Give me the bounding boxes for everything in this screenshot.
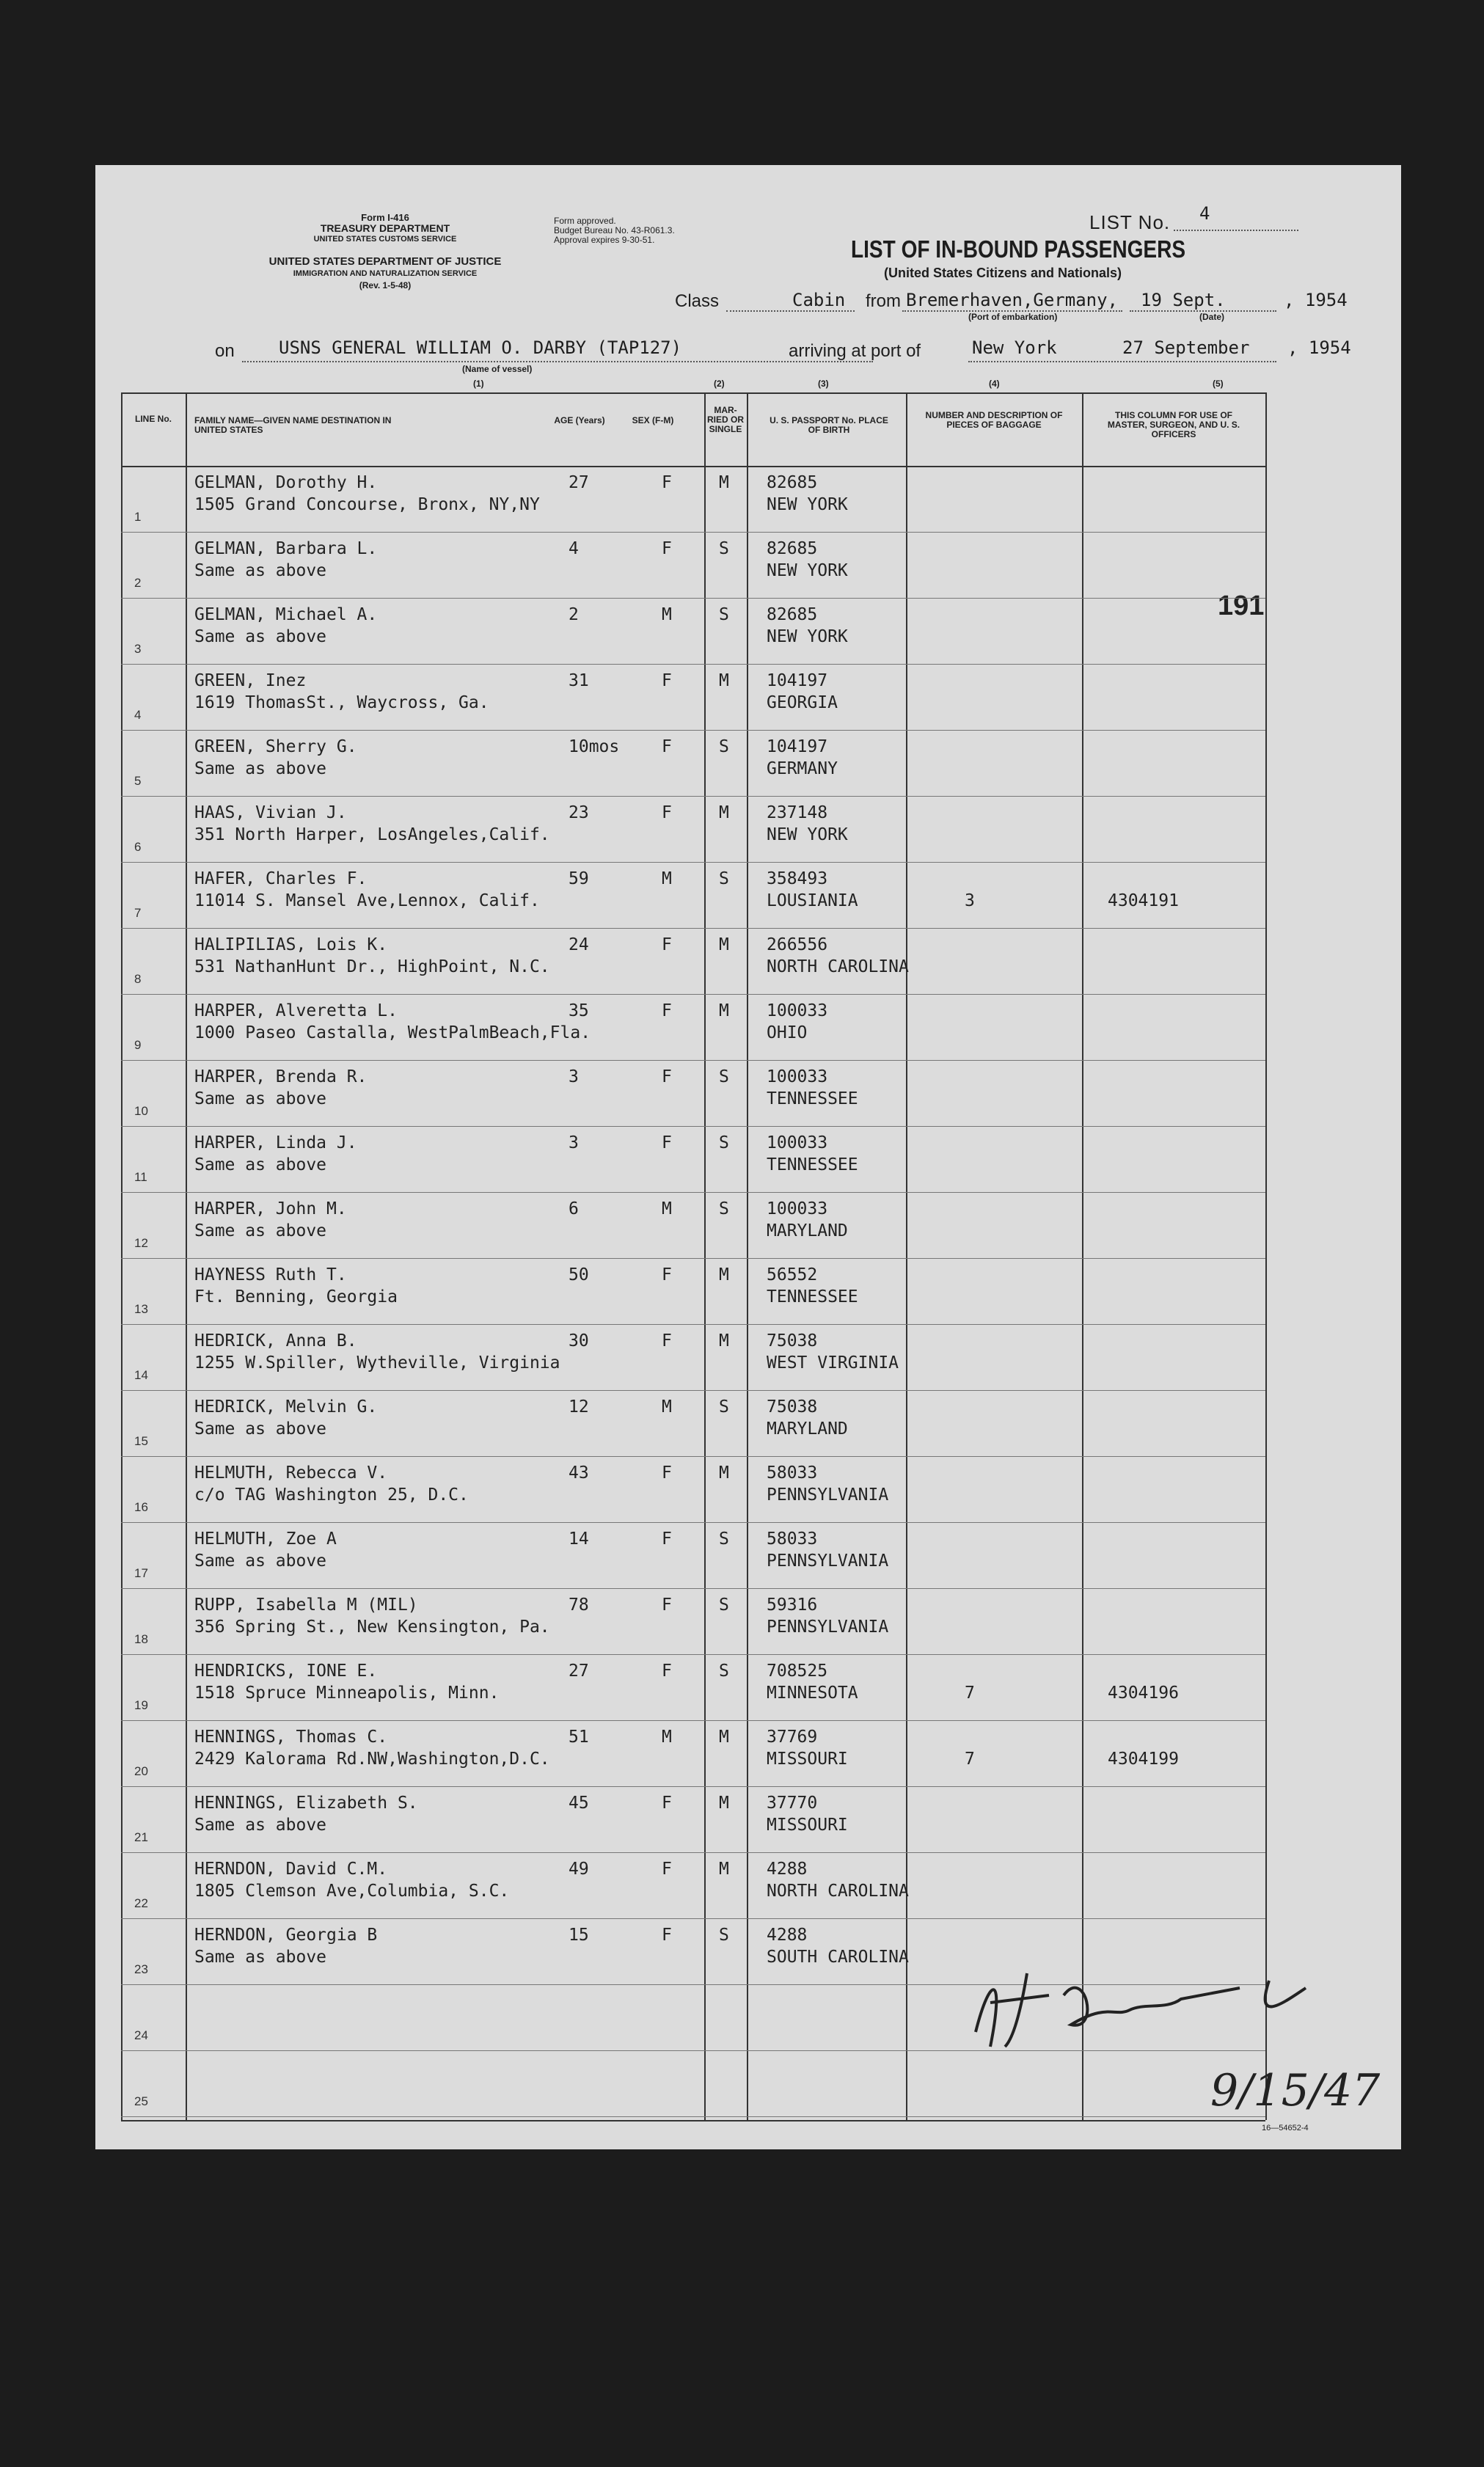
col-number: (2)	[714, 379, 725, 389]
marital-status: M	[719, 1794, 729, 1813]
table-row	[121, 532, 1265, 598]
passenger-name: GREEN, Sherry G.	[194, 737, 357, 756]
officer-note: 4304191	[1108, 891, 1179, 910]
passport-number: 266556	[767, 935, 828, 954]
table-row	[121, 1060, 1265, 1126]
officer-note: 4304196	[1108, 1684, 1179, 1703]
col-header-baggage: NUMBER AND DESCRIPTION OF PIECES OF BAGGAGE	[925, 410, 1063, 430]
age: 27	[569, 473, 589, 492]
sex: F	[662, 935, 672, 954]
sex: F	[662, 1001, 672, 1020]
passport-number: 75038	[767, 1397, 818, 1417]
place-of-birth: WEST VIRGINIA	[767, 1353, 899, 1373]
place-of-birth: OHIO	[767, 1023, 808, 1042]
table-row	[121, 1720, 1265, 1786]
marital-status: M	[719, 1331, 729, 1351]
line-number: 20	[134, 1764, 148, 1778]
line-number: 4	[134, 708, 142, 722]
stamp-number: 191	[1218, 591, 1265, 621]
destination: 1000 Paseo Castalla, WestPalmBeach,Fla.	[194, 1023, 591, 1042]
passport-number: 75038	[767, 1331, 818, 1351]
passport-number: 100033	[767, 1133, 828, 1152]
passport-number: 82685	[767, 539, 818, 558]
passenger-name: HENDRICKS, IONE E.	[194, 1662, 378, 1681]
line-number: 10	[134, 1104, 148, 1118]
line-number: 6	[134, 840, 142, 854]
table-row	[121, 1852, 1265, 1918]
table-row	[121, 1258, 1265, 1324]
passenger-name: HELMUTH, Rebecca V.	[194, 1463, 388, 1483]
sex: F	[662, 1067, 672, 1086]
age: 23	[569, 803, 589, 822]
line-number: 25	[134, 2094, 148, 2108]
destination: c/o TAG Washington 25, D.C.	[194, 1485, 469, 1505]
list-label: LIST No.	[1089, 211, 1171, 233]
marital-status: M	[719, 935, 729, 954]
sex: F	[662, 1331, 672, 1351]
arrival-year: , 1954	[1287, 337, 1351, 358]
sex: M	[662, 869, 672, 888]
from-label: from	[866, 291, 901, 311]
table-row	[121, 862, 1265, 928]
sailing-date: 19 Sept.	[1141, 290, 1226, 310]
destination: Same as above	[194, 1552, 327, 1571]
age: 10mos	[569, 737, 620, 756]
table-row	[121, 1324, 1265, 1390]
age: 45	[569, 1794, 589, 1813]
place-of-birth: GERMANY	[767, 759, 838, 778]
vessel-caption: (Name of vessel)	[462, 364, 533, 374]
passenger-name: HEDRICK, Melvin G.	[194, 1397, 378, 1417]
arrival-date: 27 September	[1122, 337, 1250, 358]
sex: F	[662, 1529, 672, 1549]
sex: F	[662, 1463, 672, 1483]
marital-status: S	[719, 869, 729, 888]
on-label: on	[215, 341, 235, 361]
age: 3	[569, 1067, 579, 1086]
passport-number: 58033	[767, 1463, 818, 1483]
marital-status: S	[719, 1926, 729, 1945]
age: 78	[569, 1596, 589, 1615]
destination: Same as above	[194, 1221, 327, 1240]
line-number: 17	[134, 1566, 148, 1580]
customs-service: UNITED STATES CUSTOMS SERVICE	[313, 235, 457, 244]
ins-service: IMMIGRATION AND NATURALIZATION SERVICE	[293, 269, 478, 278]
marital-status: S	[719, 1662, 729, 1681]
line-number: 15	[134, 1434, 148, 1448]
passport-number: 708525	[767, 1662, 828, 1681]
place-of-birth: LOUSIANIA	[767, 891, 858, 910]
sex: F	[662, 1596, 672, 1615]
port-embark-caption: (Port of embarkation)	[968, 312, 1058, 322]
passport-number: 104197	[767, 671, 828, 690]
age: 14	[569, 1529, 589, 1549]
passport-number: 4288	[767, 1926, 808, 1945]
sex: F	[662, 1265, 672, 1284]
line-number: 13	[134, 1302, 148, 1316]
passenger-name: RUPP, Isabella M (MIL)	[194, 1596, 418, 1615]
col-header-name: FAMILY NAME—GIVEN NAME DESTINATION IN UNITED STATES	[194, 415, 392, 435]
passenger-name: HERNDON, Georgia B	[194, 1926, 378, 1945]
place-of-birth: MINNESOTA	[767, 1684, 858, 1703]
place-of-birth: TENNESSEE	[767, 1287, 858, 1306]
sex: F	[662, 1794, 672, 1813]
marital-status: M	[719, 473, 729, 492]
line-number: 12	[134, 1236, 148, 1250]
marital-status: M	[719, 1860, 729, 1879]
table-row	[121, 1192, 1265, 1258]
destination: 1518 Spruce Minneapolis, Minn.	[194, 1684, 500, 1703]
passenger-name: HENNINGS, Elizabeth S.	[194, 1794, 418, 1813]
destination: 1805 Clemson Ave,Columbia, S.C.	[194, 1882, 510, 1901]
list-number: 4	[1199, 203, 1210, 224]
justice-dept: UNITED STATES DEPARTMENT OF JUSTICE	[268, 255, 502, 268]
marital-status: M	[719, 1001, 729, 1020]
col-header-line-no: LINE No.	[135, 414, 172, 424]
marital-status: S	[719, 1596, 729, 1615]
passenger-name: HARPER, Alveretta L.	[194, 1001, 398, 1020]
table-row	[121, 1126, 1265, 1192]
passenger-name: HARPER, John M.	[194, 1199, 347, 1218]
passport-number: 59316	[767, 1596, 818, 1615]
passenger-name: HELMUTH, Zoe A	[194, 1529, 337, 1549]
sex: F	[662, 737, 672, 756]
passenger-name: GREEN, Inez	[194, 671, 307, 690]
sex: M	[662, 1199, 672, 1218]
place-of-birth: MISSOURI	[767, 1816, 848, 1835]
age: 50	[569, 1265, 589, 1284]
sex: M	[662, 1728, 672, 1747]
marital-status: S	[719, 1199, 729, 1218]
approval-line: Approval expires 9-30-51.	[554, 235, 655, 245]
footer-code: 16—54652-4	[1262, 2124, 1309, 2132]
line-number: 3	[134, 642, 142, 656]
form-number: Form I-416	[361, 212, 409, 223]
place-of-birth: MARYLAND	[767, 1221, 848, 1240]
signature-scribble	[961, 1959, 1381, 2127]
place-of-birth: MISSOURI	[767, 1750, 848, 1769]
destination: Same as above	[194, 1419, 327, 1439]
passenger-name: HAYNESS Ruth T.	[194, 1265, 347, 1284]
sex: F	[662, 803, 672, 822]
line-number: 22	[134, 1896, 148, 1910]
arriving-label: arriving at port of	[789, 341, 921, 361]
line-number: 23	[134, 1962, 148, 1976]
page-title: LIST OF IN-BOUND PASSENGERS	[851, 235, 1186, 263]
col-header-age: AGE (Years)	[554, 415, 605, 425]
vessel-name: USNS GENERAL WILLIAM O. DARBY (TAP127)	[279, 337, 682, 358]
class-value: Cabin	[792, 290, 846, 310]
passport-number: 82685	[767, 605, 818, 624]
place-of-birth: PENNSYLVANIA	[767, 1552, 889, 1571]
table-row	[121, 1456, 1265, 1522]
marital-status: S	[719, 737, 729, 756]
age: 43	[569, 1463, 589, 1483]
col-number: (4)	[989, 379, 1000, 389]
signature-date: 9/15/47	[1210, 2065, 1381, 2116]
col-header-married: MAR- RIED OR SINGLE	[706, 405, 744, 434]
age: 59	[569, 869, 589, 888]
place-of-birth: GEORGIA	[767, 693, 838, 712]
sex: F	[662, 1860, 672, 1879]
destination: 356 Spring St., New Kensington, Pa.	[194, 1618, 550, 1637]
age: 2	[569, 605, 579, 624]
passenger-name: HENNINGS, Thomas C.	[194, 1728, 388, 1747]
destination: Same as above	[194, 1155, 327, 1174]
place-of-birth: PENNSYLVANIA	[767, 1485, 889, 1505]
passenger-table	[121, 392, 1265, 2120]
passenger-name: HEDRICK, Anna B.	[194, 1331, 357, 1351]
place-of-birth: TENNESSEE	[767, 1089, 858, 1108]
marital-status: M	[719, 1265, 729, 1284]
age: 12	[569, 1397, 589, 1417]
passport-number: 37770	[767, 1794, 818, 1813]
sex: F	[662, 1926, 672, 1945]
approval-line: Budget Bureau No. 43-R061.3.	[554, 225, 675, 235]
destination: Same as above	[194, 759, 327, 778]
place-of-birth: MARYLAND	[767, 1419, 848, 1439]
destination: 1505 Grand Concourse, Bronx, NY,NY	[194, 495, 540, 514]
table-row	[121, 1786, 1265, 1852]
table-row	[121, 796, 1265, 862]
table-row	[121, 1522, 1265, 1588]
place-of-birth: NEW YORK	[767, 561, 848, 580]
place-of-birth: NEW YORK	[767, 495, 848, 514]
passenger-name: HALIPILIAS, Lois K.	[194, 935, 388, 954]
line-number: 16	[134, 1500, 148, 1514]
destination: 1619 ThomasSt., Waycross, Ga.	[194, 693, 489, 712]
sex: F	[662, 1662, 672, 1681]
place-of-birth: NEW YORK	[767, 825, 848, 844]
marital-status: S	[719, 539, 729, 558]
line-number: 9	[134, 1038, 142, 1052]
sex: M	[662, 605, 672, 624]
line-number: 7	[134, 906, 142, 920]
col-header-sex: SEX (F-M)	[632, 415, 674, 425]
destination: 2429 Kalorama Rd.NW,Washington,D.C.	[194, 1750, 550, 1769]
sex: F	[662, 473, 672, 492]
place-of-birth: NEW YORK	[767, 627, 848, 646]
marital-status: M	[719, 1728, 729, 1747]
col-header-passport: U. S. PASSPORT No. PLACE OF BIRTH	[770, 415, 888, 435]
place-of-birth: NORTH CAROLINA	[767, 1882, 909, 1901]
passport-number: 100033	[767, 1067, 828, 1086]
age: 6	[569, 1199, 579, 1218]
passenger-name: HERNDON, David C.M.	[194, 1860, 388, 1879]
date-caption: (Date)	[1199, 312, 1225, 322]
treasury-dept: TREASURY DEPARTMENT	[320, 222, 450, 234]
marital-status: S	[719, 605, 729, 624]
marital-status: S	[719, 1529, 729, 1549]
line-number: 2	[134, 576, 142, 590]
line-number: 18	[134, 1632, 148, 1646]
passport-number: 56552	[767, 1265, 818, 1284]
col-header-officers: THIS COLUMN FOR USE OF MASTER, SURGEON, AND U. S. OFFICERS	[1107, 410, 1240, 439]
port-of-embarkation: Bremerhaven,Germany,	[906, 290, 1118, 310]
marital-status: S	[719, 1397, 729, 1417]
marital-status: S	[719, 1067, 729, 1086]
passenger-name: HARPER, Linda J.	[194, 1133, 357, 1152]
passport-number: 104197	[767, 737, 828, 756]
place-of-birth: SOUTH CAROLINA	[767, 1948, 909, 1967]
line-number: 11	[134, 1170, 147, 1184]
passenger-name: GELMAN, Dorothy H.	[194, 473, 378, 492]
sex: F	[662, 1133, 672, 1152]
table-row	[121, 1588, 1265, 1654]
approval-line: Form approved.	[554, 216, 616, 226]
passport-number: 58033	[767, 1529, 818, 1549]
destination: Same as above	[194, 561, 327, 580]
destination: 531 NathanHunt Dr., HighPoint, N.C.	[194, 957, 550, 976]
line-number: 14	[134, 1368, 148, 1382]
baggage-count: 3	[965, 891, 975, 910]
line-number: 5	[134, 774, 142, 788]
passenger-name: HARPER, Brenda R.	[194, 1067, 368, 1086]
destination: 351 North Harper, LosAngeles,Calif.	[194, 825, 550, 844]
table-row	[121, 598, 1265, 664]
officer-note: 4304199	[1108, 1750, 1179, 1769]
sailing-year: , 1954	[1284, 290, 1348, 310]
destination: 11014 S. Mansel Ave,Lennox, Calif.	[194, 891, 540, 910]
col-number: (5)	[1213, 379, 1224, 389]
passport-number: 100033	[767, 1001, 828, 1020]
table-row	[121, 466, 1265, 532]
age: 27	[569, 1662, 589, 1681]
col-number: (1)	[473, 379, 484, 389]
passport-number: 237148	[767, 803, 828, 822]
marital-status: S	[719, 1133, 729, 1152]
line-number: 8	[134, 972, 142, 986]
destination: Same as above	[194, 1089, 327, 1108]
sex: F	[662, 671, 672, 690]
baggage-count: 7	[965, 1750, 975, 1769]
age: 30	[569, 1331, 589, 1351]
table-row	[121, 730, 1265, 796]
age: 3	[569, 1133, 579, 1152]
passport-number: 82685	[767, 473, 818, 492]
marital-status: M	[719, 803, 729, 822]
age: 51	[569, 1728, 589, 1747]
line-number: 24	[134, 2028, 148, 2042]
marital-status: M	[719, 1463, 729, 1483]
place-of-birth: PENNSYLVANIA	[767, 1618, 889, 1637]
table-row	[121, 994, 1265, 1060]
passenger-name: HAAS, Vivian J.	[194, 803, 347, 822]
passport-number: 100033	[767, 1199, 828, 1218]
revision: (Rev. 1-5-48)	[359, 280, 412, 290]
age: 15	[569, 1926, 589, 1945]
line-number: 19	[134, 1698, 148, 1712]
table-row	[121, 1654, 1265, 1720]
place-of-birth: TENNESSEE	[767, 1155, 858, 1174]
age: 49	[569, 1860, 589, 1879]
passport-number: 358493	[767, 869, 828, 888]
marital-status: M	[719, 671, 729, 690]
passport-number: 4288	[767, 1860, 808, 1879]
destination: Same as above	[194, 627, 327, 646]
destination: Ft. Benning, Georgia	[194, 1287, 398, 1306]
arrival-port: New York	[972, 337, 1057, 358]
age: 31	[569, 671, 589, 690]
passport-number: 37769	[767, 1728, 818, 1747]
baggage-count: 7	[965, 1684, 975, 1703]
age: 35	[569, 1001, 589, 1020]
destination: 1255 W.Spiller, Wytheville, Virginia	[194, 1353, 560, 1373]
col-number: (3)	[818, 379, 829, 389]
destination: Same as above	[194, 1948, 327, 1967]
line-number: 21	[134, 1830, 148, 1844]
table-row	[121, 928, 1265, 994]
passenger-name: GELMAN, Michael A.	[194, 605, 378, 624]
passenger-name: GELMAN, Barbara L.	[194, 539, 378, 558]
age: 24	[569, 935, 589, 954]
table-row	[121, 1390, 1265, 1456]
page-subtitle: (United States Citizens and Nationals)	[884, 266, 1122, 280]
sex: M	[662, 1397, 672, 1417]
class-label: Class	[675, 291, 720, 311]
line-number: 1	[134, 510, 142, 524]
age: 4	[569, 539, 579, 558]
passenger-name: HAFER, Charles F.	[194, 869, 368, 888]
sex: F	[662, 539, 672, 558]
place-of-birth: NORTH CAROLINA	[767, 957, 909, 976]
table-row	[121, 664, 1265, 730]
destination: Same as above	[194, 1816, 327, 1835]
